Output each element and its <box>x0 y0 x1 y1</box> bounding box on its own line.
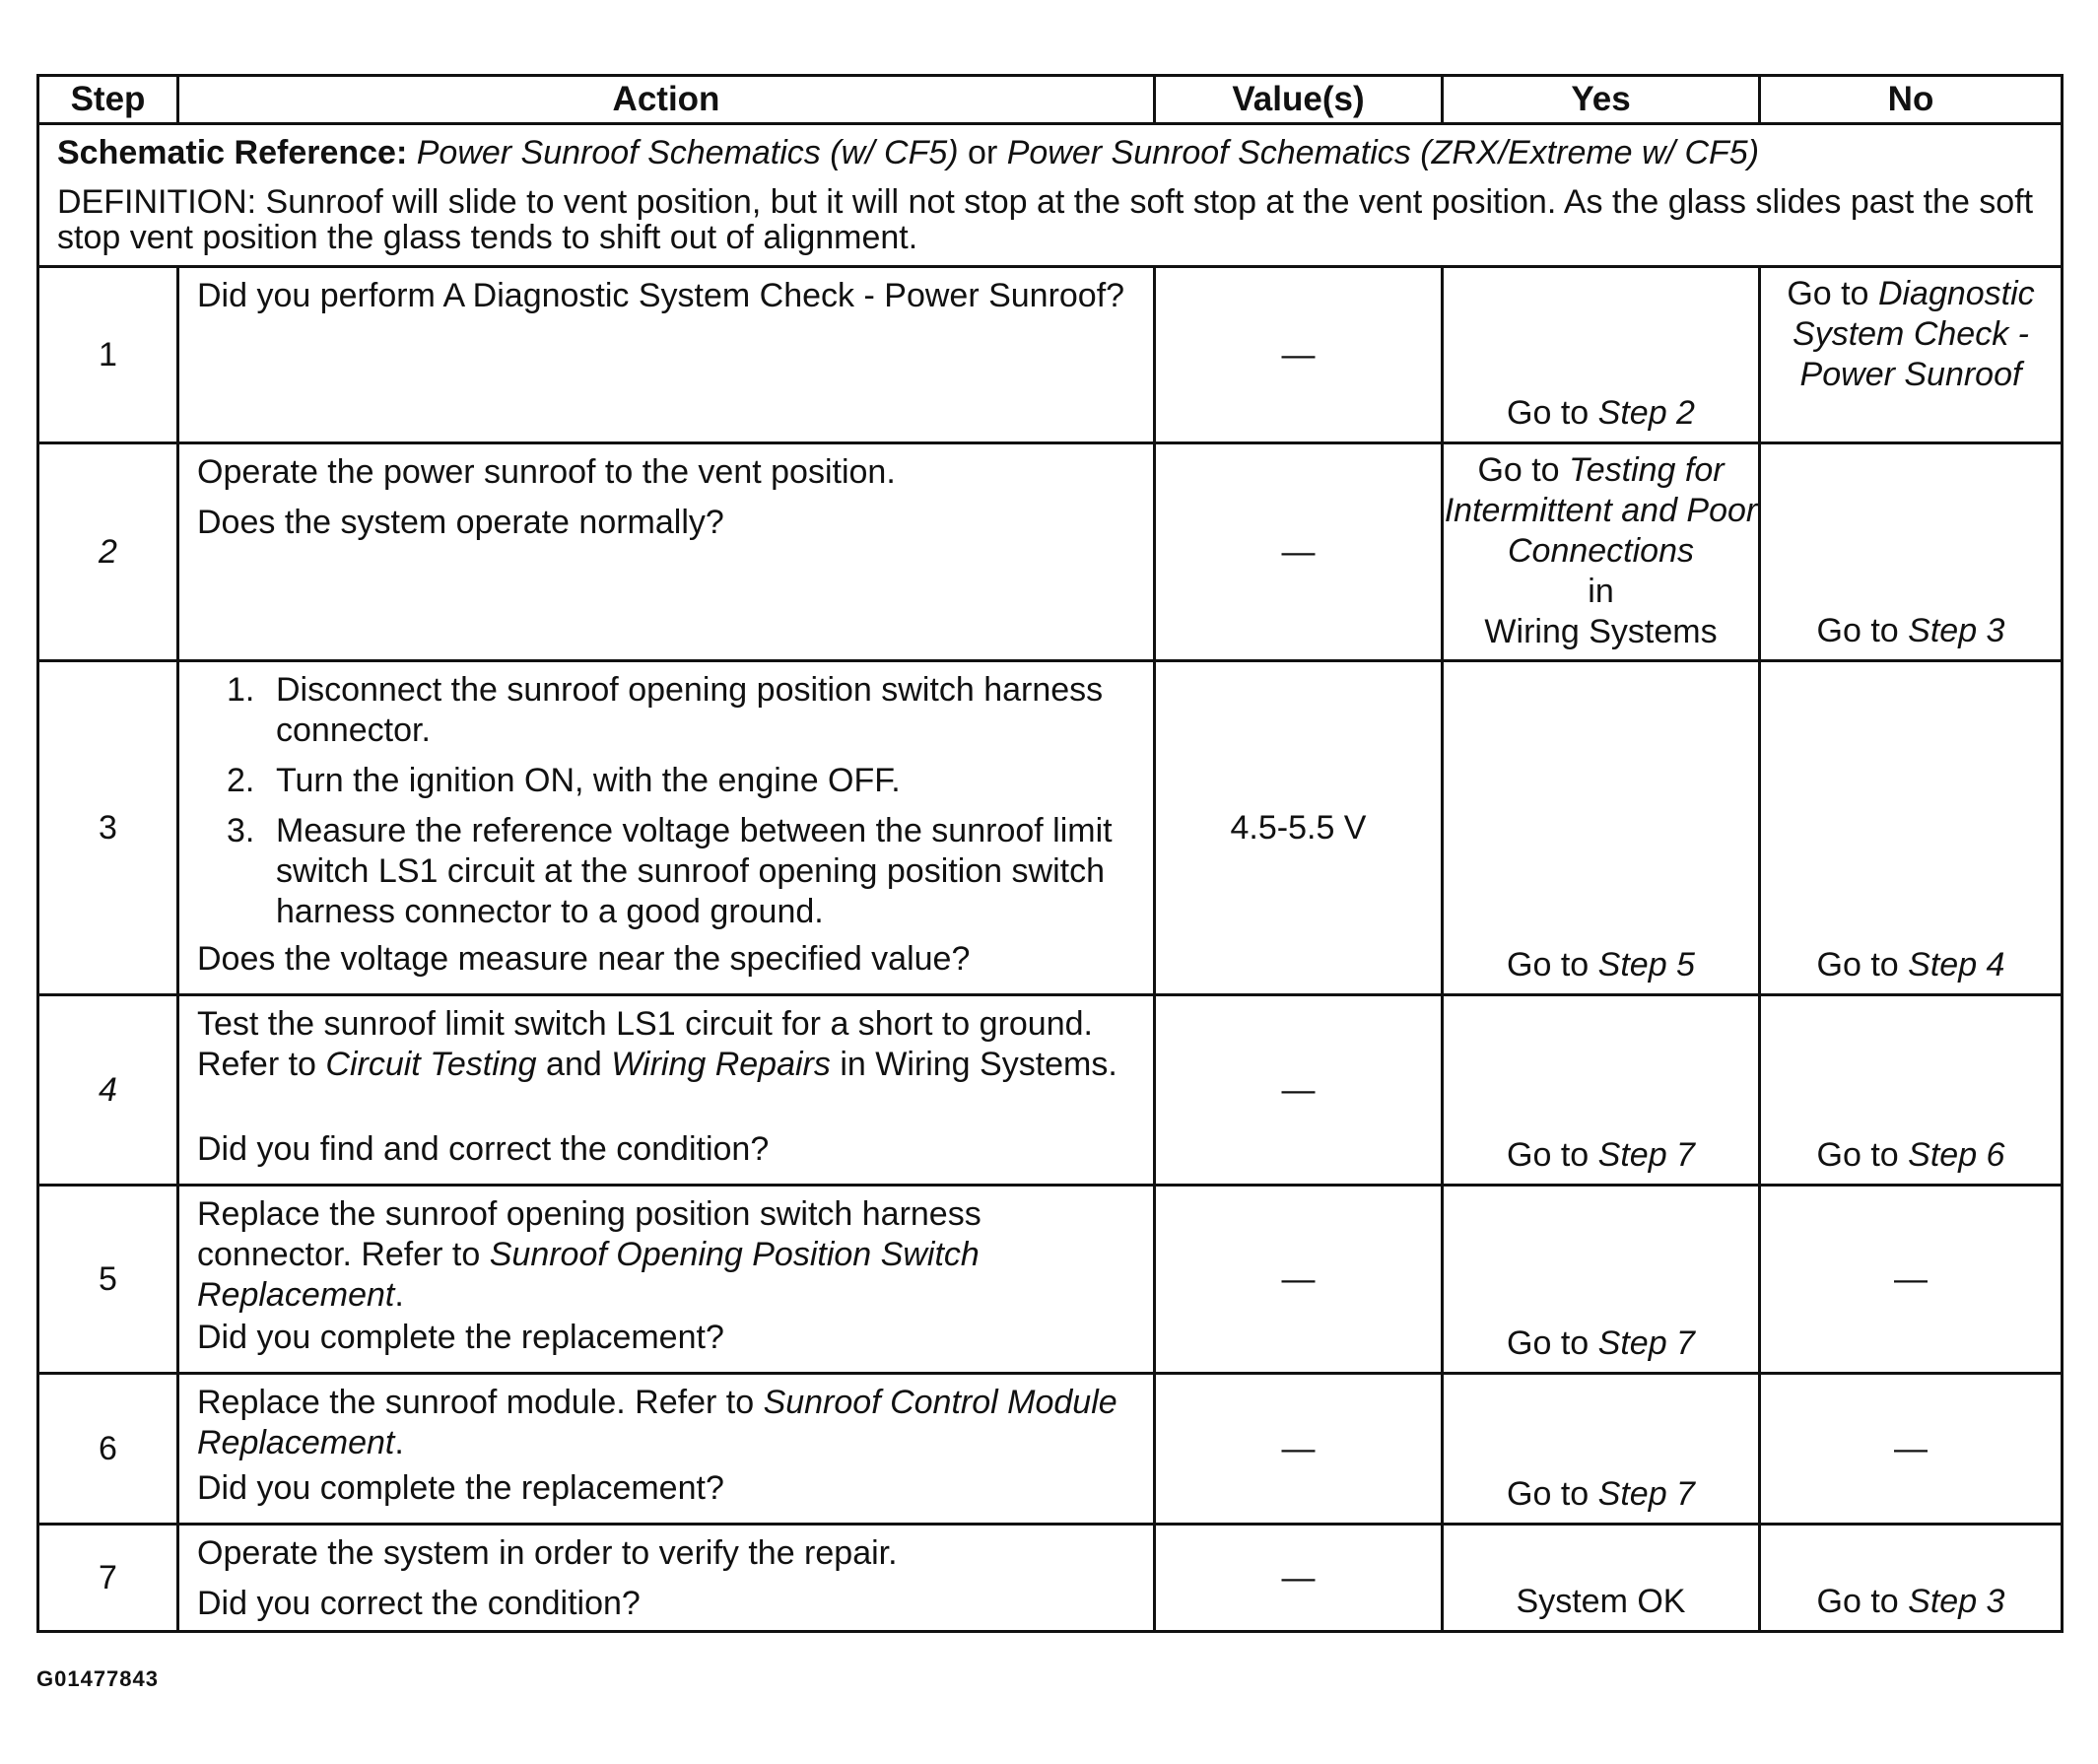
image-code: G01477843 <box>36 1666 159 1691</box>
action-cell <box>178 661 1155 995</box>
step-number: 1 <box>38 267 178 443</box>
action-instruction: Replace the sunroof opening position switch harness connector. Refer to Sunroof Opening Position Switch Replacement. <box>197 1195 981 1314</box>
schematic-link-2[interactable]: Power Sunroof Schematics (ZRX/Extreme w/ CF5) <box>1006 134 1760 171</box>
schematic-reference <box>57 133 2043 172</box>
action-question: Did you perform A Diagnostic System Check - Power Sunroof? <box>197 277 1125 314</box>
action-cell <box>178 1525 1155 1632</box>
header-yes: Yes <box>1443 76 1760 124</box>
no-cell: — <box>1760 1374 2063 1525</box>
value-cell: — <box>1155 1525 1443 1632</box>
table-row <box>38 1525 2063 1632</box>
diagnostic-table <box>36 74 2064 1633</box>
yes-result: System OK <box>1516 1583 1686 1620</box>
step-number: 3 <box>38 661 178 995</box>
table-row <box>38 267 2063 443</box>
table-row <box>38 661 2063 995</box>
action-question: Does the voltage measure near the specified value? <box>197 940 971 978</box>
no-cell <box>1760 661 2063 995</box>
no-cell <box>1760 267 2063 443</box>
list-item: 3. Measure the reference voltage between the sunroof limit switch LS1 circuit at the sunroof opening position switch harness connector to a good ground. <box>227 812 1113 930</box>
step-number: 4 <box>38 995 178 1186</box>
schematic-link-1[interactable]: Power Sunroof Schematics (w/ CF5) <box>416 134 959 171</box>
definition-text: DEFINITION: Sunroof will slide to vent position, but it will not stop at the soft stop at the vent position. As the glass slides past the soft stop vent position the glass tends to shift out of alignment. <box>57 183 2034 256</box>
header-row <box>38 76 2063 124</box>
reference-cell <box>38 124 2063 267</box>
yes-result[interactable]: Go to Step 7 <box>1507 1324 1695 1362</box>
schematic-label: Schematic Reference: <box>57 134 408 171</box>
action-question: Does the system operate normally? <box>197 504 724 541</box>
no-result[interactable]: Go to Step 3 <box>1816 1583 2005 1620</box>
no-cell <box>1760 1525 2063 1632</box>
yes-cell <box>1443 661 1760 995</box>
action-cell <box>178 267 1155 443</box>
action-question: Did you correct the condition? <box>197 1585 641 1622</box>
action-question: Did you complete the replacement? <box>197 1319 724 1356</box>
yes-result[interactable]: Go to Step 5 <box>1507 946 1695 984</box>
value-cell: 4.5-5.5 V <box>1155 661 1443 995</box>
step-number: 6 <box>38 1374 178 1525</box>
yes-result[interactable]: Go to Step 7 <box>1507 1475 1695 1513</box>
no-result[interactable]: Go to Step 4 <box>1816 946 2005 984</box>
step-number: 5 <box>38 1186 178 1374</box>
no-cell <box>1760 443 2063 661</box>
no-result[interactable]: Go to Step 3 <box>1816 612 2005 649</box>
value-cell: — <box>1155 1374 1443 1525</box>
table-row <box>38 1374 2063 1525</box>
header-no: No <box>1760 76 2063 124</box>
value-cell: — <box>1155 267 1443 443</box>
header-action: Action <box>178 76 1155 124</box>
step-number: 2 <box>38 443 178 661</box>
yes-cell <box>1443 267 1760 443</box>
action-cell <box>178 1186 1155 1374</box>
module-replacement-link[interactable]: Sunroof Control Module Replacement <box>197 1384 1117 1461</box>
table-row <box>38 995 2063 1186</box>
action-cell <box>178 1374 1155 1525</box>
yes-result[interactable]: Go to Testing for Intermittent and Poor Connections in Wiring Systems <box>1444 451 1758 650</box>
action-instruction: Test the sunroof limit switch LS1 circuit for a short to ground. Refer to Circuit Testing and Wiring Repairs in Wiring Systems. <box>197 1005 1117 1083</box>
yes-cell <box>1443 1525 1760 1632</box>
circuit-testing-link[interactable]: Circuit Testing <box>325 1046 537 1083</box>
yes-cell <box>1443 1374 1760 1525</box>
header-step: Step <box>38 76 178 124</box>
procedure-list <box>197 670 1135 932</box>
no-cell <box>1760 995 2063 1186</box>
no-result[interactable]: Go to Diagnostic System Check - Power Sunroof <box>1787 275 2035 393</box>
action-instruction: Operate the system in order to verify the repair. <box>197 1534 898 1572</box>
action-question: Did you find and correct the condition? <box>197 1130 770 1168</box>
yes-cell <box>1443 995 1760 1186</box>
value-cell: — <box>1155 1186 1443 1374</box>
schematic-or: or <box>968 134 998 171</box>
no-cell: — <box>1760 1186 2063 1374</box>
wiring-repairs-link[interactable]: Wiring Repairs <box>611 1046 831 1083</box>
step-number: 7 <box>38 1525 178 1632</box>
value-cell: — <box>1155 995 1443 1186</box>
yes-result[interactable]: Go to Step 7 <box>1507 1136 1695 1174</box>
action-instruction: Operate the power sunroof to the vent position. <box>197 453 896 491</box>
value-cell: — <box>1155 443 1443 661</box>
reference-row <box>38 124 2063 267</box>
action-question: Did you complete the replacement? <box>197 1469 724 1507</box>
table-row <box>38 1186 2063 1374</box>
yes-result[interactable]: Go to Step 2 <box>1507 394 1695 432</box>
action-cell <box>178 443 1155 661</box>
table-row <box>38 443 2063 661</box>
list-item: 2. Turn the ignition ON, with the engine OFF. <box>227 762 901 799</box>
list-item: 1. Disconnect the sunroof opening position switch harness connector. <box>227 671 1104 749</box>
header-values: Value(s) <box>1155 76 1443 124</box>
action-instruction: Replace the sunroof module. Refer to Sunroof Control Module Replacement. <box>197 1384 1117 1461</box>
switch-replacement-link[interactable]: Sunroof Opening Position Switch Replacement <box>197 1236 980 1314</box>
action-cell <box>178 995 1155 1186</box>
yes-cell <box>1443 443 1760 661</box>
yes-cell <box>1443 1186 1760 1374</box>
no-result[interactable]: Go to Step 6 <box>1816 1136 2005 1174</box>
